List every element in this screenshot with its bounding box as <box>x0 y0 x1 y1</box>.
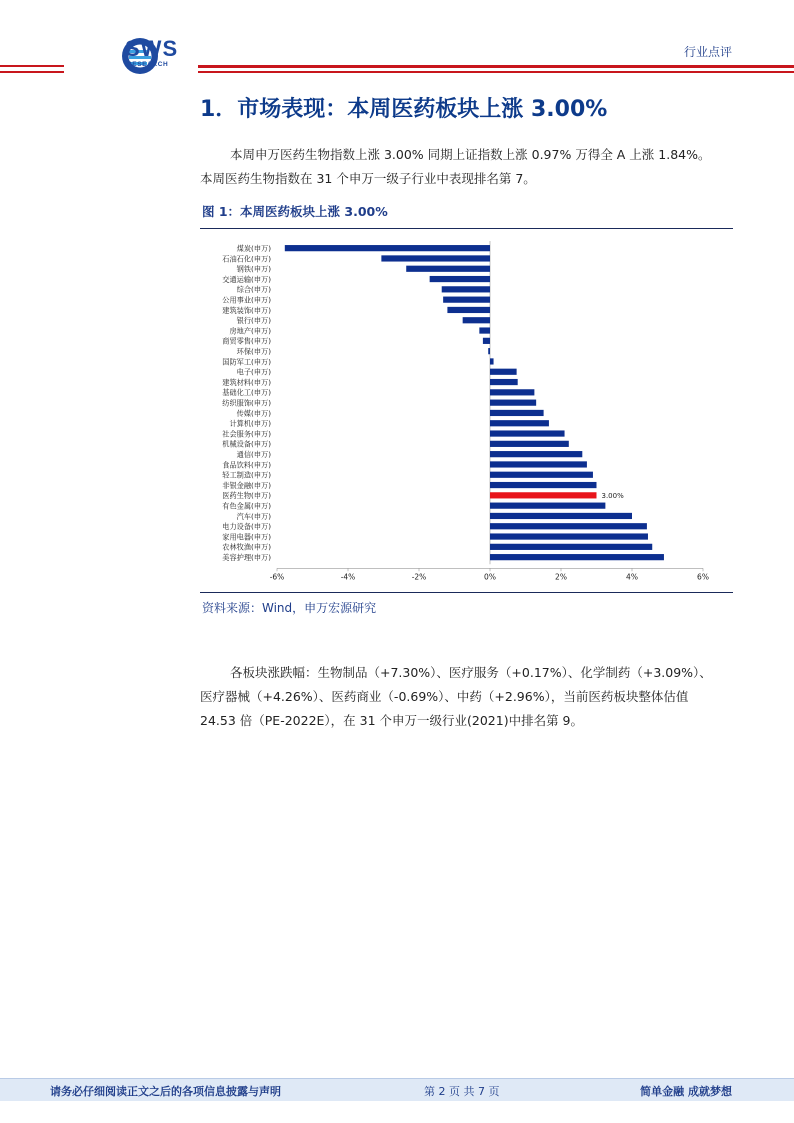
category-label: 商贸零售(申万) <box>222 336 271 346</box>
x-tick-label: 0% <box>484 572 496 582</box>
figure-source: 资料来源：Wind，申万宏源研究 <box>202 601 377 615</box>
bar <box>490 369 517 375</box>
x-tick-label: -2% <box>411 572 427 582</box>
category-label: 钢铁(申万) <box>236 264 271 274</box>
footer-slogan: 简单金融 成就梦想 <box>640 1085 732 1098</box>
bar <box>490 554 664 560</box>
category-label: 家用电器(申万) <box>222 532 271 542</box>
bar <box>443 297 490 303</box>
bar <box>490 400 536 406</box>
category-label: 食品饮料(申万) <box>222 460 271 470</box>
highlight-data-label: 3.00% <box>601 492 624 501</box>
bar <box>479 327 490 333</box>
category-label: 汽车(申万) <box>236 511 271 521</box>
category-label: 社会服务(申万) <box>222 429 271 439</box>
bar <box>488 348 490 354</box>
segment-line-1: 各板块涨跌幅：生物制品（+7.30%）、医疗服务（+0.17%）、化学制药（+3.09%）、 <box>230 665 712 680</box>
category-label: 传媒(申万) <box>236 408 271 418</box>
category-label: 建筑材料(申万) <box>222 377 271 387</box>
header-rule-right <box>198 65 794 73</box>
intro-paragraph <box>200 143 740 191</box>
bar <box>463 317 490 323</box>
bar <box>381 255 490 261</box>
logo-wordmark: SWS <box>125 36 179 61</box>
figure-top-rule <box>200 228 733 229</box>
category-label: 公用事业(申万) <box>222 295 271 305</box>
logo-subtitle: RESEARCH <box>127 61 169 68</box>
page-number: 第 2 页 共 7 页 <box>424 1085 500 1098</box>
bar <box>490 461 587 467</box>
category-label: 石油石化(申万) <box>222 254 271 264</box>
category-label: 综合(申万) <box>236 285 271 295</box>
intro-line-1: 本周申万医药生物指数上涨 3.00% 同期上证指数上涨 0.97% 万得全 A 上涨 1.84%。 <box>230 147 711 162</box>
bar <box>490 472 593 478</box>
bar <box>490 503 605 509</box>
category-label: 计算机(申万) <box>229 419 271 429</box>
bar <box>490 523 647 529</box>
bar <box>490 430 565 436</box>
category-label: 医药生物(申万) <box>222 491 271 501</box>
bar <box>490 379 518 385</box>
category-label: 通信(申万) <box>236 449 271 459</box>
figure-bottom-rule <box>200 592 733 593</box>
bar <box>285 245 490 251</box>
bar <box>490 544 652 550</box>
category-label: 基础化工(申万) <box>222 388 271 398</box>
category-label: 电力设备(申万) <box>222 522 271 532</box>
category-label: 农林牧渔(申万) <box>222 542 271 552</box>
bar <box>490 533 648 539</box>
bar <box>490 389 534 395</box>
bar <box>490 358 494 364</box>
section-title: 1．市场表现：本周医药板块上涨 3.00% <box>200 97 608 122</box>
category-label: 环保(申万) <box>236 346 271 356</box>
x-tick-label: -6% <box>269 572 285 582</box>
category-label: 轻工制造(申万) <box>222 470 271 480</box>
category-label: 煤炭(申万) <box>236 243 271 253</box>
category-label: 房地产(申万) <box>229 326 271 336</box>
category-label: 有色金属(申万) <box>222 501 271 511</box>
bar <box>442 286 490 292</box>
bar <box>490 513 632 519</box>
bar <box>406 266 490 272</box>
segment-line-2: 医疗器械（+4.26%）、医药商业（-0.69%）、中药（+2.96%），当前医药板块整体估值 <box>200 689 689 704</box>
sector-performance-chart <box>200 230 733 590</box>
category-label: 纺织服饰(申万) <box>222 398 271 408</box>
x-tick-label: 2% <box>555 572 567 582</box>
footer-disclaimer: 请务必仔细阅读正文之后的各项信息披露与声明 <box>50 1085 281 1098</box>
category-label: 交通运输(申万) <box>222 274 271 284</box>
bar <box>490 451 582 457</box>
intro-line-2: 本周医药生物指数在 31 个申万一级子行业中表现排名第 7。 <box>200 171 536 186</box>
x-tick-label: 6% <box>697 572 709 582</box>
bar <box>490 492 597 498</box>
category-label: 美容护理(申万) <box>222 552 271 562</box>
category-label: 银行(申万) <box>236 316 271 326</box>
segment-line-3: 24.53 倍（PE-2022E），在 31 个申万一级行业(2021)中排名第 9。 <box>200 713 584 728</box>
figure-title: 图 1：本周医药板块上涨 3.00% <box>202 204 388 219</box>
bar <box>483 338 490 344</box>
category-label: 机械设备(申万) <box>222 439 271 449</box>
x-tick-label: 4% <box>626 572 638 582</box>
category-label: 国防军工(申万) <box>222 357 271 367</box>
bar <box>490 410 544 416</box>
report-type-tag: 行业点评 <box>683 45 732 59</box>
segment-paragraph <box>200 661 740 733</box>
bar <box>430 276 490 282</box>
bar <box>490 441 569 447</box>
category-label: 电子(申万) <box>236 367 271 377</box>
bar <box>490 482 597 488</box>
bar <box>490 420 549 426</box>
x-tick-label: -4% <box>340 572 356 582</box>
category-label: 建筑装饰(申万) <box>222 305 271 315</box>
bar <box>447 307 490 313</box>
header-rule-left <box>0 65 64 73</box>
category-label: 非银金融(申万) <box>222 480 271 490</box>
